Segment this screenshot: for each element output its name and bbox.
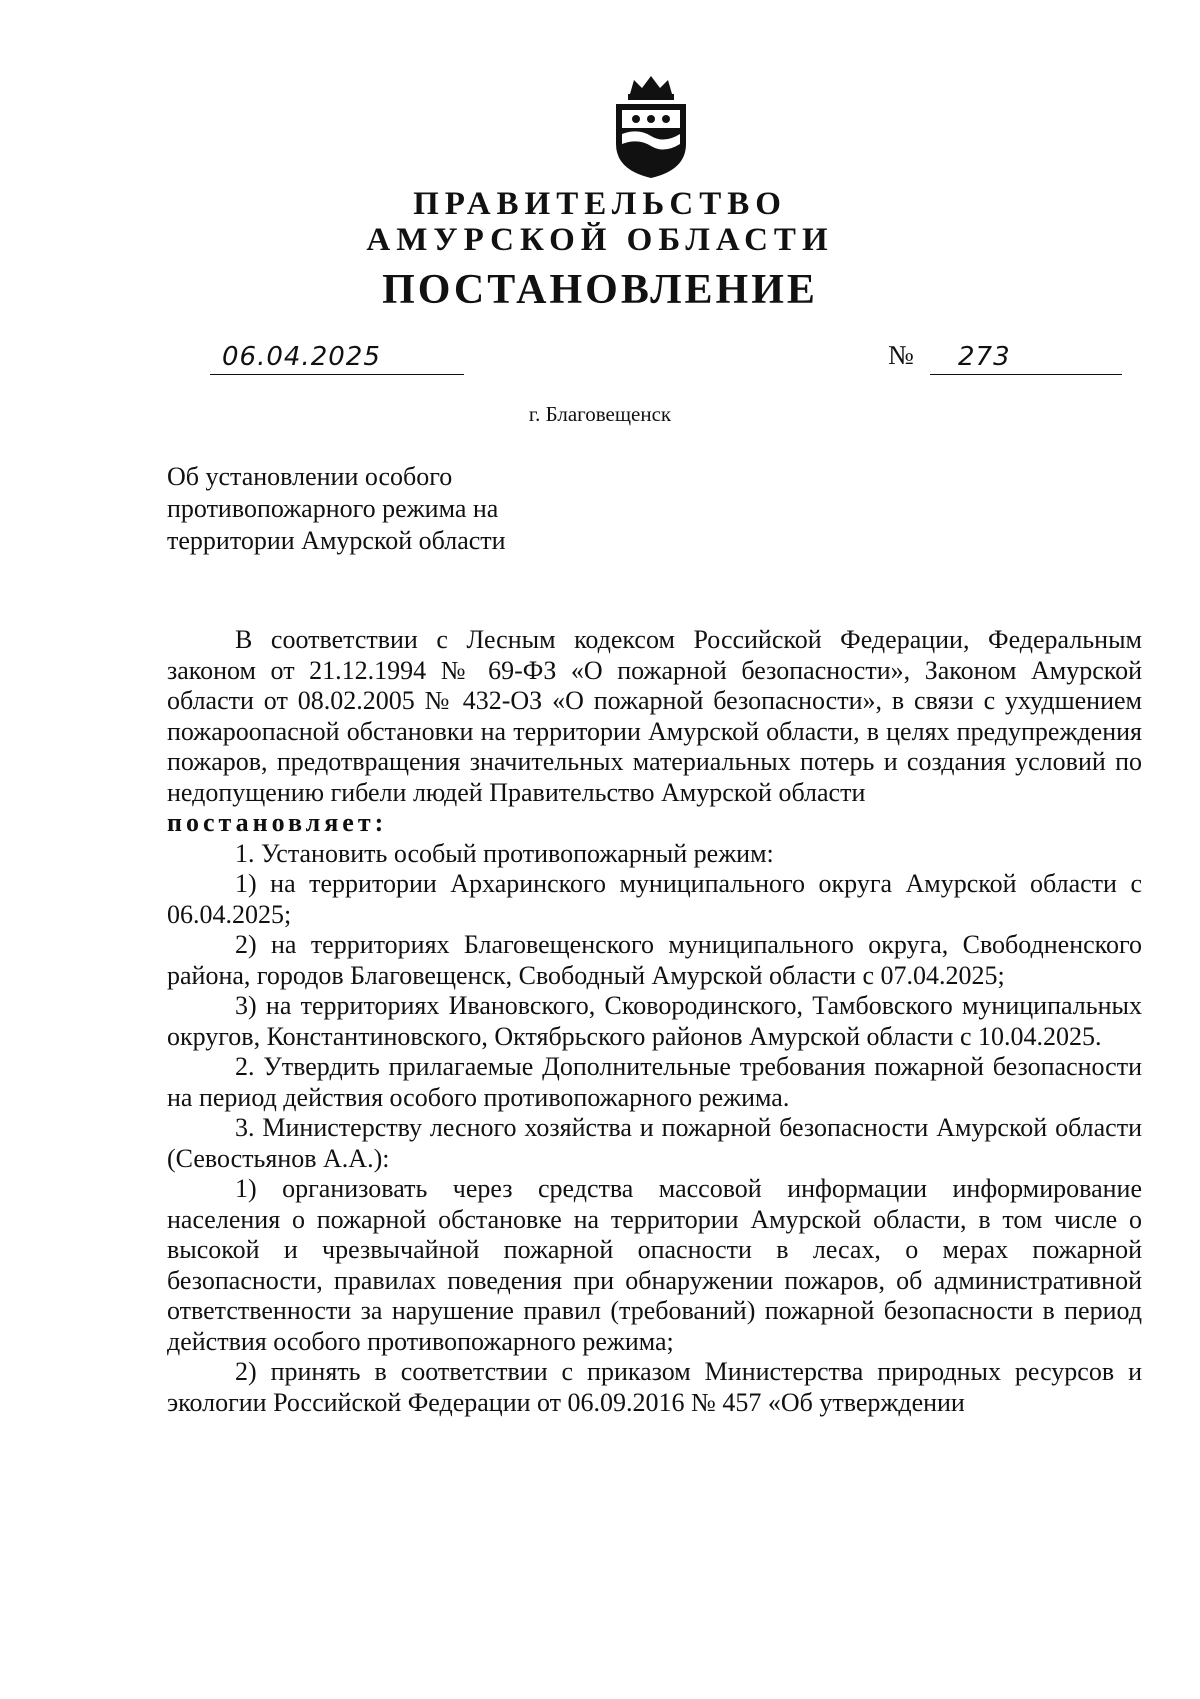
clause-3-item-1: 1) организовать через средства массовой информации информирование населения о пожарной обстановке на территории Амурской области, в том числе о высокой и чрезвычайной пожарной опасности в лесах, о мерах пожарной безопасности, правилах поведения при обнаружении пожаров, об административной ответственности за нарушение правил (требований) пожарной безопасности в период действия особого противопожарного режима;: [167, 1174, 1142, 1356]
clause-1-item-3: 3) на территориях Ивановского, Сковородинского, Тамбовского муниципальных округов, Константиновского, Октябрьского районов Амурской области с 10.04.2025.: [167, 991, 1142, 1051]
date-field: [210, 338, 464, 375]
subject-line: Об установлении особого: [167, 462, 453, 491]
clause-1-item-2: 2) на территориях Благовещенского муниципального округа, Свободненского района, городов Благовещенск, Свободный Амурской области с 07.04.2025;: [167, 930, 1142, 990]
document-body: [167, 625, 1142, 1418]
clause-3-item-2: 2) принять в соответствии с приказом Министерства природных ресурсов и экологии Российской Федерации от 06.09.2016 № 457 «Об утверждении: [167, 1357, 1142, 1417]
handwritten-date: 06.04.2025: [222, 342, 381, 372]
handwritten-number: 273: [958, 342, 1011, 372]
document-type-title: ПОСТАНОВЛЕНИЕ: [382, 267, 818, 313]
subject-line: территории Амурской области: [167, 526, 506, 555]
document-subject: [167, 461, 647, 557]
city-line: г. Благовещенск: [528, 402, 672, 426]
amur-oblast-coat-of-arms-icon: [608, 72, 694, 182]
government-title-line1: ПРАВИТЕЛЬСТВО: [413, 186, 787, 222]
resolves-label: постановляет:: [167, 808, 388, 837]
clause-1-item-1: 1) на территории Архаринского муниципального округа Амурской области с 06.04.2025;: [167, 869, 1142, 929]
number-field: [930, 338, 1122, 375]
clause-3: 3. Министерству лесного хозяйства и пожарной безопасности Амурской области (Севостьянов А.А.):: [167, 1113, 1142, 1173]
preamble-paragraph: В соответствии с Лесным кодексом Российской Федерации, Федеральным законом от 21.12.1994 № 69-ФЗ «О пожарной безопасности», Законом Амурской области от 08.02.2005 № 432-ОЗ «О пожарной безопасности», в связи с ухудшением пожароопасной обстановки на территории Амурской области, в целях предупреждения пожаров, предотвращения значительных материальных потерь и создания условий по недопущению гибели людей Правительство Амурской области: [167, 625, 1142, 807]
government-title-line2: АМУРСКОЙ ОБЛАСТИ: [366, 222, 834, 258]
number-label: №: [888, 340, 914, 370]
clause-2: 2. Утвердить прилагаемые Дополнительные требования пожарной безопасности на период действия особого противопожарного режима.: [167, 1052, 1142, 1112]
clause-1: 1. Установить особый противопожарный режим:: [235, 838, 774, 868]
subject-line: противопожарного режима на: [167, 494, 499, 523]
